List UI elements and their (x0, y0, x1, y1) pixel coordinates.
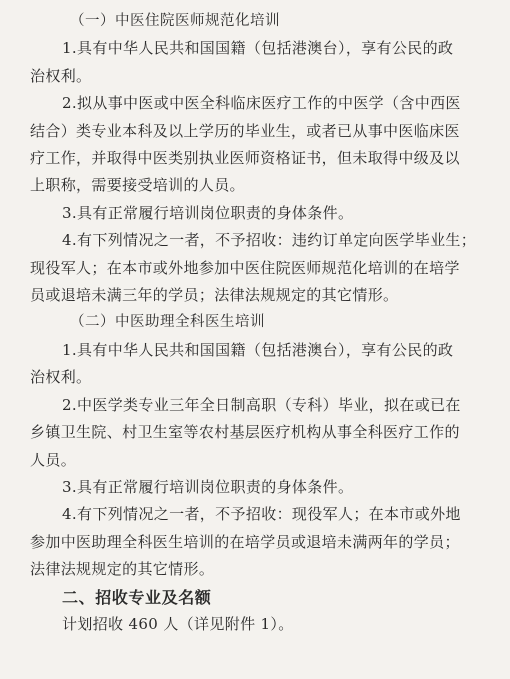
assistant-item-4 (30, 501, 488, 583)
assistant-item-3 (30, 474, 488, 501)
paragraph-line: 2.拟从事中医或中医全科临床医疗工作的中医学（含中西医 (62, 94, 461, 113)
residency-item-3 (30, 200, 488, 227)
residency-item-2 (30, 90, 488, 200)
paragraph-line: 3.具有正常履行培训岗位职责的身体条件。 (62, 477, 354, 496)
paragraph-line: 3.具有正常履行培训岗位职责的身体条件。 (62, 203, 354, 222)
paragraph-line: 结合）类专业本科及以上学历的毕业生，或者已从事中医临床医 (30, 121, 460, 140)
paragraph-line: 治权利。 (30, 368, 92, 387)
paragraph-line: 1.具有中华人民共和国国籍（包括港澳台），享有公民的政 (62, 340, 454, 359)
paragraph-line: 4.有下列情况之一者，不予招收：违约订单定向医学毕业生； (62, 231, 477, 250)
paragraph-line: 员或退培未满三年的学员；法律法规规定的其它情形。 (30, 286, 399, 305)
section-heading-quota: 二、招收专业及名额 (62, 587, 212, 607)
residency-item-1 (30, 35, 488, 90)
quota-paragraph: 计划招收 460 人（详见附件 1）。 (62, 614, 294, 633)
paragraph-line: 乡镇卫生院、村卫生室等农村基层医疗机构从事全科医疗工作的 (30, 423, 460, 442)
paragraph-line: 上职称，需要接受培训的人员。 (30, 176, 245, 195)
paragraph-line: 现役军人；在本市或外地参加中医住院医师规范化培训的在培学 (30, 258, 460, 277)
sub-heading-assistant-gp-training: （二）中医助理全科医生培训 (70, 314, 265, 331)
assistant-item-1 (30, 337, 488, 392)
paragraph-line: 参加中医助理全科医生培训的在培学员或退培未满两年的学员； (30, 532, 460, 551)
paragraph-line: 1.具有中华人民共和国国籍（包括港澳台），享有公民的政 (62, 39, 454, 58)
paragraph-line: 治权利。 (30, 66, 92, 85)
residency-item-4 (30, 227, 488, 309)
paragraph-line: 人员。 (30, 450, 77, 469)
paragraph-line: 法律法规规定的其它情形。 (30, 560, 215, 579)
paragraph-line: 2.中医学类专业三年全日制高职（专科）毕业，拟在或已在 (62, 395, 461, 414)
sub-heading-residency-training: （一）中医住院医师规范化培训 (70, 13, 280, 29)
paragraph-line: 4.有下列情况之一者，不予招收：现役军人；在本市或外地 (62, 505, 461, 524)
assistant-item-2 (30, 392, 488, 474)
paragraph-line: 疗工作，并取得中医类别执业医师资格证书，但未取得中级及以 (30, 149, 460, 168)
